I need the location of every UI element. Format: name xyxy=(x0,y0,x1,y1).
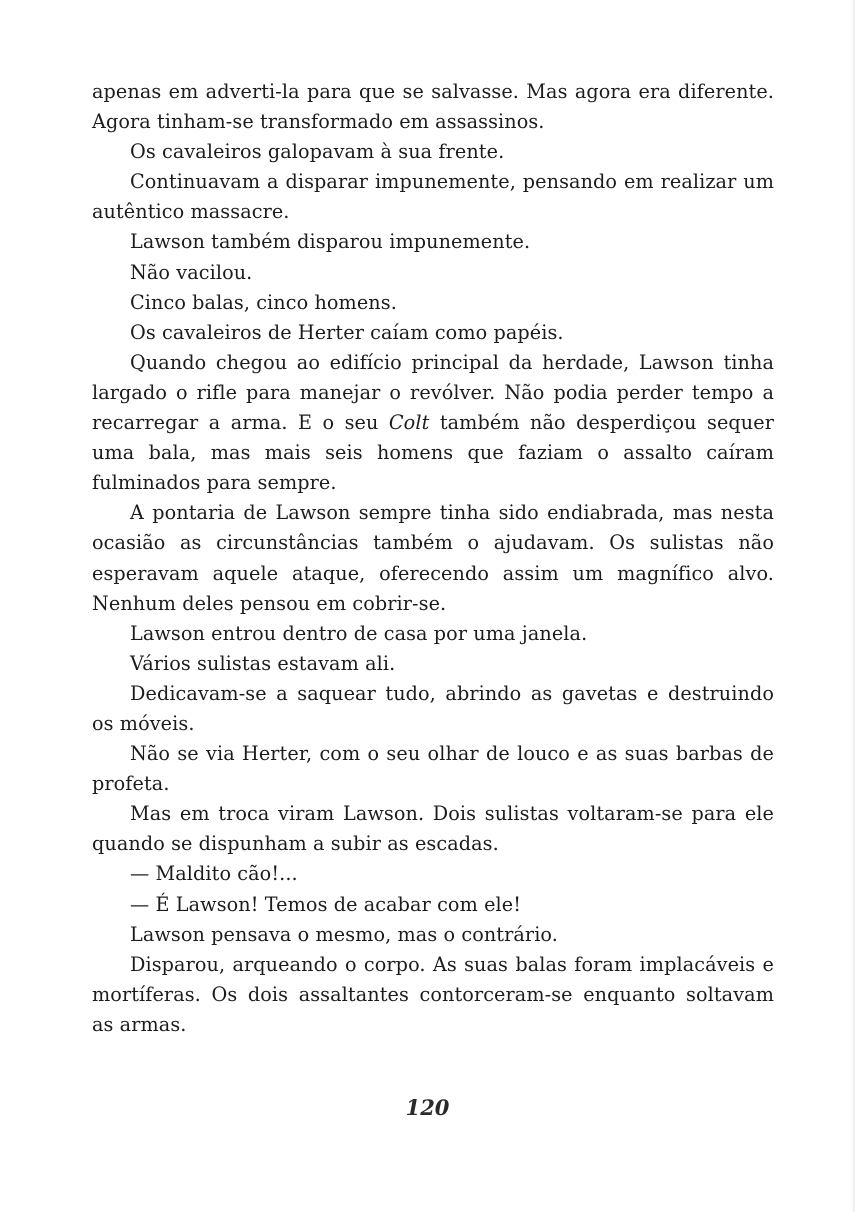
paragraph-8 xyxy=(92,348,774,498)
paragraph-4: Lawson também disparou impunemente. xyxy=(130,230,531,254)
dialogue-line-1: — Maldito cão!... xyxy=(130,862,298,886)
paragraph-12: Dedicavam-se a saquear tudo, abrindo as gavetas e destruindo os móveis. xyxy=(92,681,774,735)
paragraph-6: Cinco balas, cinco homens. xyxy=(130,290,397,314)
paragraph-8-tail: também não desperdiçou sequer uma bala, mas mais seis homens que faziam o assalto caíram fulminados para sempre. xyxy=(92,411,774,495)
paragraph-5: Não vacilou. xyxy=(130,260,253,284)
paragraph-8-lead: Quando chegou ao edifício principal da herdade, Lawson tinha largado o rifle para manejar o revólver. Não podia perder tempo a recarregar a arma. E o seu xyxy=(92,350,774,435)
paragraph-7: Os cavaleiros de Herter caíam como papéis. xyxy=(130,320,564,344)
paragraph-2: Os cavaleiros galopavam à sua frente. xyxy=(130,140,505,164)
paragraph-18: Disparou, arqueando o corpo. As suas balas foram implacáveis e mortíferas. Os dois assaltantes contorceram-se enquanto soltavam as armas. xyxy=(92,952,774,1036)
paragraph-10: Lawson entrou dentro de casa por uma janela. xyxy=(130,621,588,645)
paragraph-1: apenas em adverti-la para que se salvasse. Mas agora era diferente. Agora tinham-se transformado em assassinos. xyxy=(92,80,774,134)
colt-italic: Colt xyxy=(388,411,430,435)
paragraph-14: Mas em troca viram Lawson. Dois sulistas voltaram-se para ele quando se dispunham a subir as escadas. xyxy=(92,802,774,856)
paragraph-13: Não se via Herter, com o seu olhar de louco e as suas barbas de profeta. xyxy=(92,742,774,796)
paragraph-11: Vários sulistas estavam ali. xyxy=(130,651,396,675)
body-text xyxy=(92,77,774,1040)
paragraph-3: Continuavam a disparar impunemente, pensando em realizar um autêntico massacre. xyxy=(92,170,774,224)
dialogue-line-2: — É Lawson! Temos de acabar com ele! xyxy=(130,892,522,916)
page-number: 120 xyxy=(405,1095,450,1120)
paragraph-17: Lawson pensava o mesmo, mas o contrário. xyxy=(130,922,558,946)
paragraph-9: A pontaria de Lawson sempre tinha sido endiabrada, mas nesta ocasião as circunstâncias também o ajudavam. Os sulistas não esperavam aquele ataque, oferecendo assim um magnífico alvo. Nenhum deles pensou em cobrir-se. xyxy=(92,501,774,615)
